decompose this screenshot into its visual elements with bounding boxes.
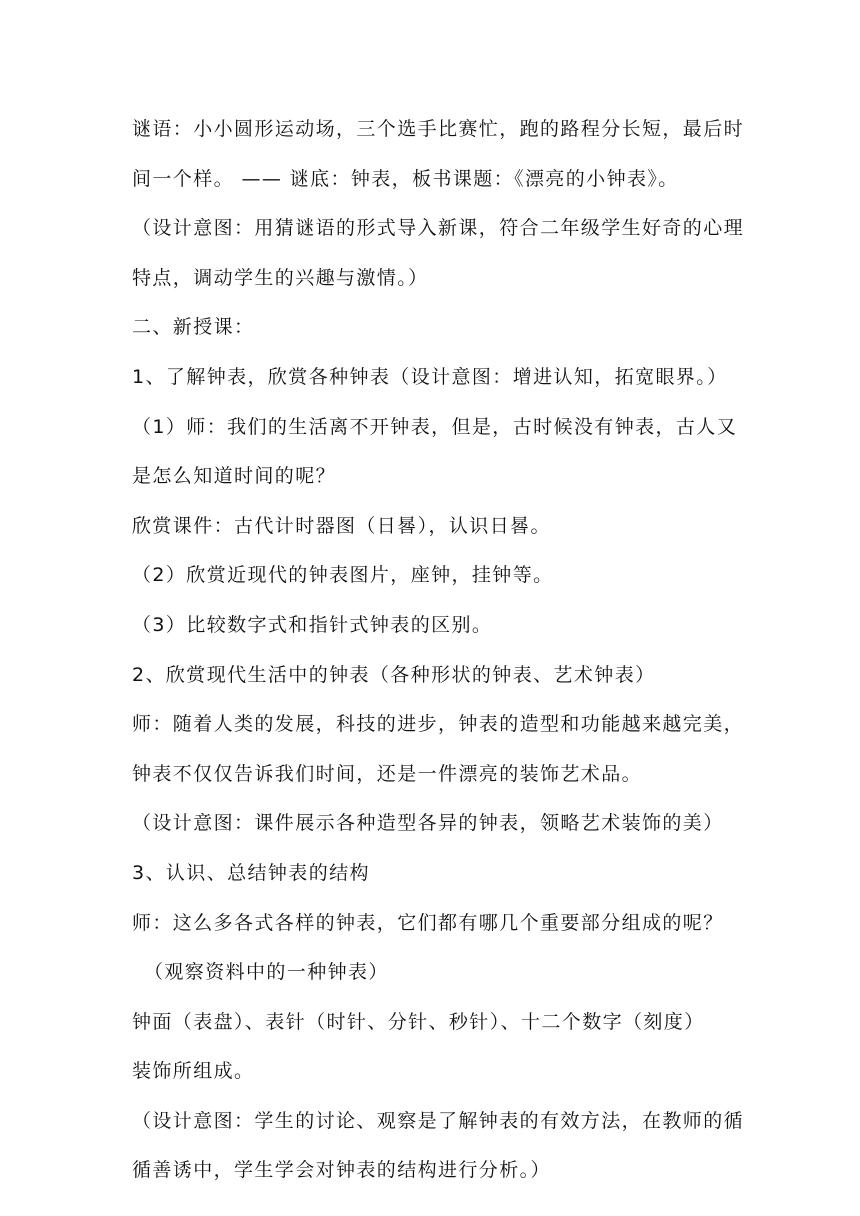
text-line: 师：这么多各式各样的钟表，它们都有哪几个重要部分组成的呢？ xyxy=(132,911,724,934)
subsection-heading: 3、认识、总结钟表的结构 xyxy=(132,861,370,884)
text-line: （2）欣赏近现代的钟表图片，座钟，挂钟等。 xyxy=(132,564,554,587)
text-line: （设计意图：课件展示各种造型各异的钟表，领略艺术装饰的美） xyxy=(132,812,724,835)
subsection-heading: 1、了解钟表，欣赏各种钟表（设计意图：增进认知，拓宽眼界。） xyxy=(132,365,728,388)
text-line: 间一个样。 —— 谜底：钟表，板书课题：《漂亮的小钟表》。 xyxy=(132,167,679,190)
text-line: 装饰所组成。 xyxy=(132,1060,255,1083)
text-line: 谜语：小小圆形运动场，三个选手比赛忙，跑的路程分长短，最后时 xyxy=(132,118,745,140)
text-line: 循善诱中，学生学会对钟表的结构进行分析。） xyxy=(132,1159,551,1182)
subsection-heading: 2、欣赏现代生活中的钟表（各种形状的钟表、艺术钟表） xyxy=(132,663,656,686)
text-line: （3）比较数字式和指针式钟表的区别。 xyxy=(132,613,493,636)
document-body xyxy=(132,105,745,1196)
text-line: 特点，调动学生的兴趣与激情。） xyxy=(132,266,429,289)
text-line: （设计意图：学生的讨论、观察是了解钟表的有效方法，在教师的循 xyxy=(132,1109,745,1132)
text-line: （1）师：我们的生活离不开钟表，但是，古时候没有钟表，古人又 xyxy=(132,415,738,438)
section-heading: 二、新授课： xyxy=(132,316,255,339)
text-line: 钟表不仅仅告诉我们时间，还是一件漂亮的装饰艺术品。 xyxy=(132,762,643,785)
text-line: 师：随着人类的发展，科技的进步，钟表的造型和功能越来越完美， xyxy=(132,713,745,736)
text-line: 钟面（表盘）、表针（时针、分针、秒针）、十二个数字（刻度） xyxy=(132,1010,705,1033)
text-line: （设计意图：用猜谜语的形式导入新课，符合二年级学生好奇的心理 xyxy=(132,217,745,240)
text-line: （观察资料中的一种钟表） xyxy=(144,961,389,984)
text-line: 欣赏课件：古代计时器图（日晷），认识日晷。 xyxy=(132,514,551,537)
text-line: 是怎么知道时间的呢？ xyxy=(132,465,337,488)
